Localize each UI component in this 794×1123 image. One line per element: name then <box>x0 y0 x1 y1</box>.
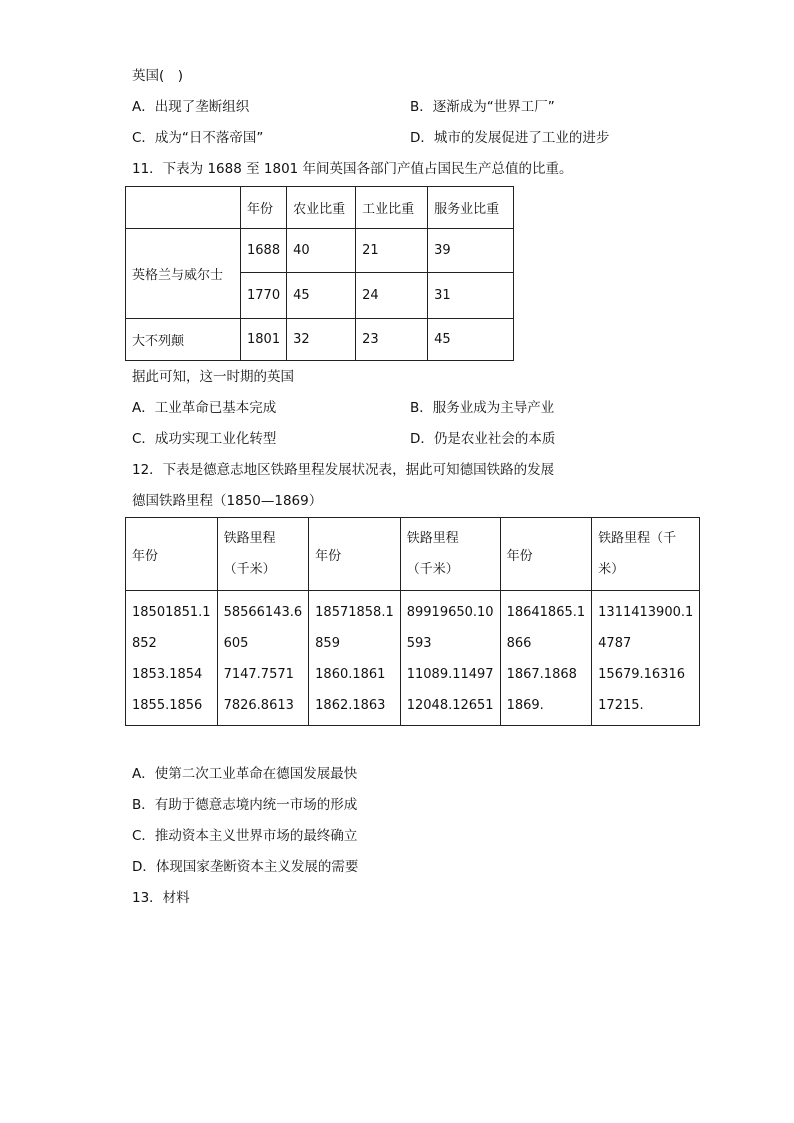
q11-header-serv: 服务业比重 <box>428 187 514 229</box>
q12-header-mileage-2 <box>400 518 500 591</box>
q11-option-b: B．服务业成为主导产业 <box>410 400 555 416</box>
q11-cell: 39 <box>428 229 514 273</box>
q11-cell: 45 <box>428 319 514 361</box>
q12-header-row <box>126 518 700 591</box>
q12-cell-line: 18501851.1 <box>132 605 211 620</box>
q11-option-c: C．成功实现工业化转型 <box>132 431 277 447</box>
table-row <box>126 591 700 726</box>
q13-stem: 13．材料 <box>132 890 190 906</box>
q12-cell-line: 866 <box>506 636 532 651</box>
q11-cell: 24 <box>356 273 428 319</box>
q12-header-mileage-3-line1: 铁路里程（千 <box>598 531 677 546</box>
q12-header-mileage-3 <box>592 518 700 591</box>
q12-col-3 <box>309 591 401 726</box>
q12-cell-line: 593 <box>406 636 432 651</box>
q11-cell: 21 <box>356 229 428 273</box>
q11-region-great-britain: 大不列颠 <box>126 319 241 361</box>
q12-header-year-1: 年份 <box>126 518 218 591</box>
q10-option-c: C．成为“日不落帝国” <box>132 130 264 146</box>
q12-cell-line: 1853.1854 <box>132 667 203 682</box>
q12-cell-line: 17215. <box>598 698 644 713</box>
q12-header-mileage-1-line2: （千米） <box>223 562 276 577</box>
q12-cell-line: 7826.8613 <box>223 698 294 713</box>
q12-header-mileage-2-line1: 铁路里程 <box>406 531 459 546</box>
q11-header-row <box>126 187 514 229</box>
q12-table <box>125 517 700 726</box>
q11-cell: 45 <box>287 273 356 319</box>
q12-header-mileage-3-line2: 米） <box>598 562 625 577</box>
q12-cell-line: 1855.1856 <box>132 698 203 713</box>
q12-cell-line: 7147.7571 <box>223 667 294 682</box>
q11-option-d: D．仍是农业社会的本质 <box>410 431 556 447</box>
table-row <box>126 319 514 361</box>
q12-cell-line: 18641865.1 <box>506 605 586 620</box>
q12-cell-line: 89919650.10 <box>406 605 494 620</box>
q12-col-2 <box>217 591 309 726</box>
q11-cell: 1801 <box>241 319 287 361</box>
q12-cell-line: 11089.11497 <box>406 667 494 682</box>
q12-header-year-2: 年份 <box>309 518 401 591</box>
q12-option-c: C．推动资本主义世界市场的最终确立 <box>132 828 358 844</box>
q12-option-a: A．使第二次工业革命在德国发展最快 <box>132 766 358 782</box>
q11-stem: 11．下表为 1688 至 1801 年间英国各部门产值占国民生产总值的比重。 <box>132 161 573 177</box>
q10-option-d: D．城市的发展促进了工业的进步 <box>410 130 610 146</box>
q12-cell-line: 58566143.6 <box>223 605 303 620</box>
q12-header-year-3: 年份 <box>500 518 592 591</box>
q12-cell-line: 605 <box>223 636 249 651</box>
q12-header-mileage-1 <box>217 518 309 591</box>
q12-cell-line: 1311413900.1 <box>598 605 694 620</box>
q12-cell-line: 1860.1861 <box>315 667 386 682</box>
q10-stem-tail: 英国( ) <box>132 68 184 84</box>
table-row <box>126 229 514 273</box>
q10-option-a: A．出现了垄断组织 <box>132 99 250 115</box>
q12-col-4 <box>400 591 500 726</box>
q12-cell-line: 18571858.1 <box>315 605 394 620</box>
q11-cell: 32 <box>287 319 356 361</box>
q12-cell-line: 15679.16316 <box>598 667 685 682</box>
q11-cell: 40 <box>287 229 356 273</box>
q12-cell-line: 859 <box>315 636 340 651</box>
q12-table-title: 德国铁路里程（1850—1869） <box>132 493 323 509</box>
q12-cell-line: 1862.1863 <box>315 698 386 713</box>
q12-col-6 <box>592 591 700 726</box>
q12-cell-line: 4787 <box>598 636 632 651</box>
q11-cell: 1770 <box>241 273 287 319</box>
q12-cell-line: 1869. <box>506 698 544 713</box>
q11-cell: 1688 <box>241 229 287 273</box>
q12-option-b: B．有助于德意志境内统一市场的形成 <box>132 797 358 813</box>
q10-option-b: B．逐渐成为“世界工厂” <box>410 99 555 115</box>
q11-cell: 31 <box>428 273 514 319</box>
q12-option-d: D．体现国家垄断资本主义发展的需要 <box>132 859 359 875</box>
q11-option-a: A．工业革命已基本完成 <box>132 400 277 416</box>
q11-header-blank <box>126 187 241 229</box>
q11-header-year: 年份 <box>241 187 287 229</box>
q11-header-agri: 农业比重 <box>287 187 356 229</box>
q11-table <box>125 186 514 361</box>
q12-cell-line: 1867.1868 <box>506 667 577 682</box>
q11-cell: 23 <box>356 319 428 361</box>
q11-conclusion: 据此可知，这一时期的英国 <box>132 369 294 385</box>
q12-cell-line: 852 <box>132 636 157 651</box>
q11-region-england-wales: 英格兰与威尔士 <box>126 229 241 319</box>
q11-header-ind: 工业比重 <box>356 187 428 229</box>
q12-col-1 <box>126 591 218 726</box>
q12-col-5 <box>500 591 592 726</box>
q12-cell-line: 12048.12651 <box>406 698 494 713</box>
q12-header-mileage-2-line2: （千米） <box>406 562 459 577</box>
q12-header-mileage-1-line1: 铁路里程 <box>223 531 276 546</box>
q12-stem: 12．下表是德意志地区铁路里程发展状况表，据此可知德国铁路的发展 <box>132 462 555 478</box>
